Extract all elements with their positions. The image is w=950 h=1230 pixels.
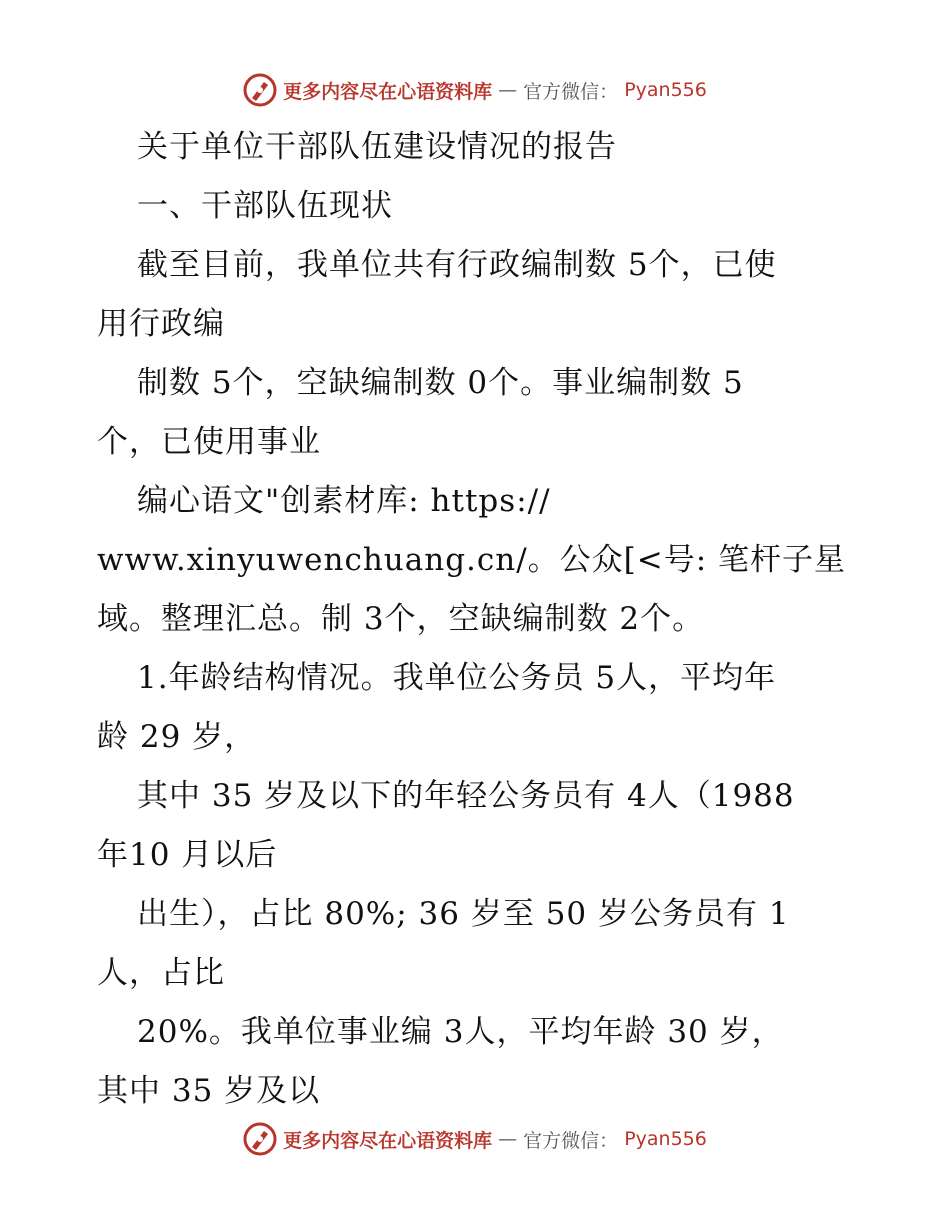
document-line: 编心语文"创素材库: https:// [137, 483, 551, 519]
document-line: 出生），占比 80%; 36 岁至 50 岁公务员有 1 [137, 896, 790, 932]
banner-handle: Pyan556 [624, 1128, 707, 1150]
banner-wechat-label: 官方微信： [523, 1129, 619, 1152]
document-line: 制数 5个，空缺编制数 0个。事业编制数 5 [137, 365, 744, 401]
document-line: 关于单位干部队伍建设情况的报告 [137, 129, 617, 165]
document-line: 20%。我单位事业编 3人，平均年龄 30 岁， [137, 1014, 784, 1050]
banner-text: 更多内容尽在心语资料库 [283, 1129, 493, 1152]
banner-text: 更多内容尽在心语资料库 [283, 80, 493, 103]
header-watermark-banner [0, 70, 950, 110]
document-line: 域。整理汇总。制 3个，空缺编制数 2个。 [97, 601, 705, 637]
document-line: 龄 29 岁， [97, 719, 257, 755]
document-line: www.xinyuwenchuang.cn/。公众[<号: 笔杆子星 [97, 542, 847, 578]
banner-handle: Pyan556 [624, 79, 707, 101]
document-line: 一、干部队伍现状 [137, 188, 393, 224]
document-line: 截至目前，我单位共有行政编制数 5个，已使 [137, 247, 777, 283]
document-line: 个，已使用事业 [97, 424, 321, 460]
pen-logo-icon [243, 73, 277, 107]
banner-separator: — [498, 79, 518, 101]
document-line: 其中 35 岁及以下的年轻公务员有 4人（1988 [137, 778, 795, 814]
document-line: 用行政编 [97, 306, 225, 342]
pen-logo-icon [243, 1122, 277, 1156]
footer-watermark-banner [0, 1119, 950, 1159]
banner-separator: — [498, 1128, 518, 1150]
document-line: 1.年龄结构情况。我单位公务员 5人，平均年 [137, 660, 777, 696]
document-line: 其中 35 岁及以 [97, 1073, 321, 1109]
document-line: 年10 月以后 [97, 837, 278, 873]
document-line: 人，占比 [97, 955, 225, 991]
document-body [97, 118, 857, 1121]
banner-wechat-label: 官方微信： [523, 80, 619, 103]
